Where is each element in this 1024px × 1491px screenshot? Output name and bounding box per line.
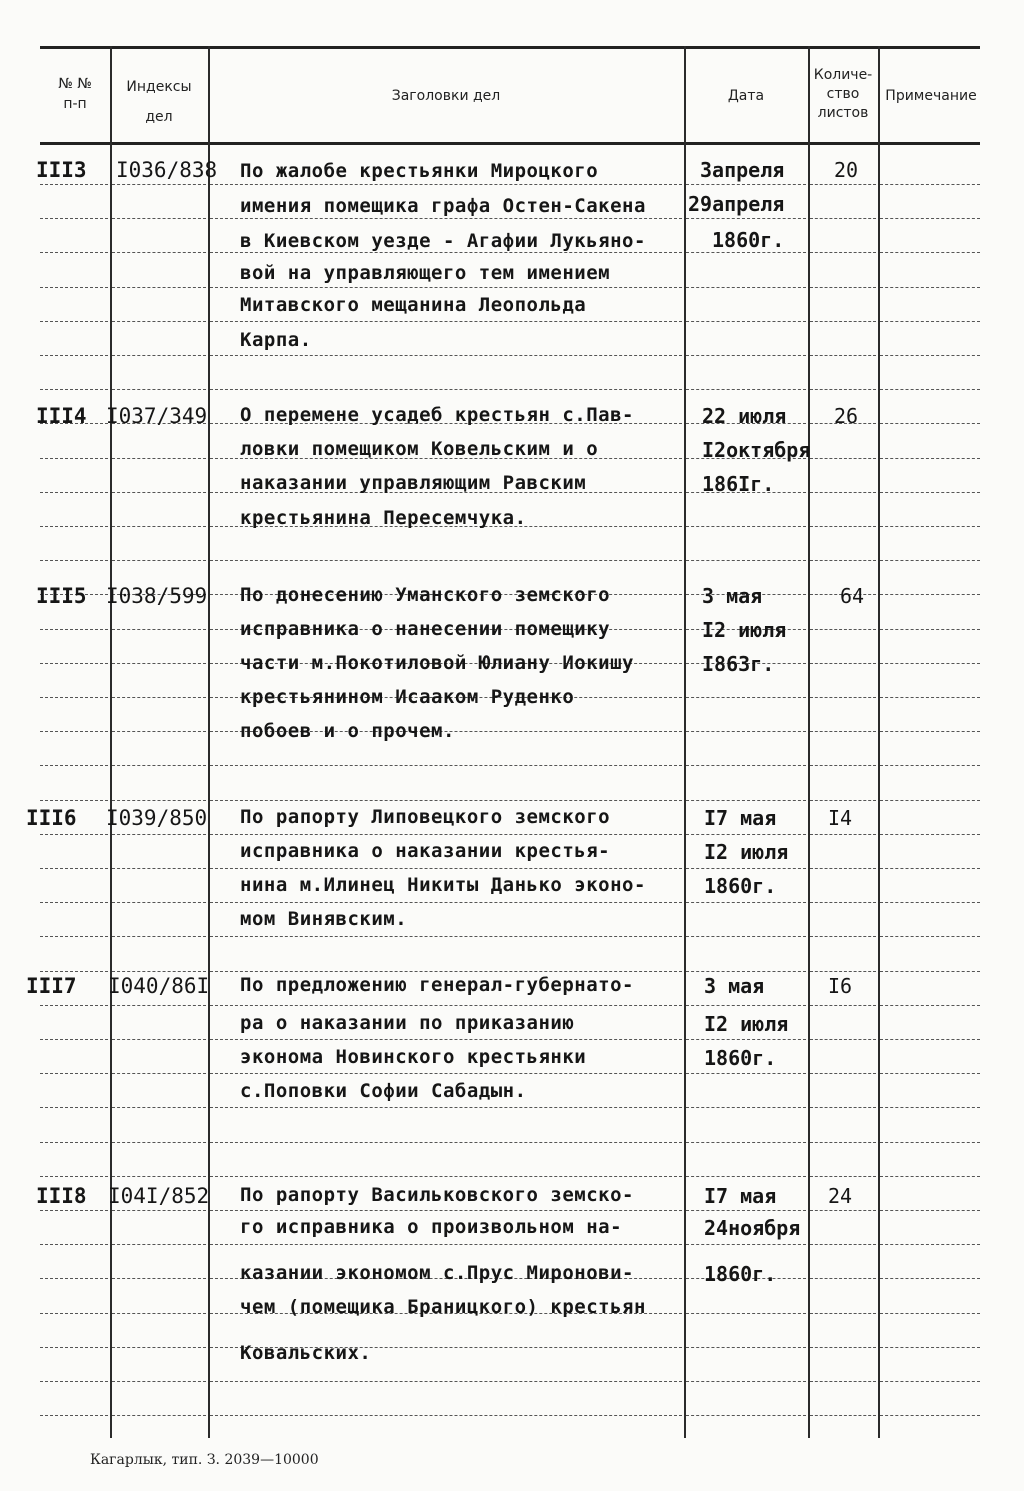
column-divider <box>208 46 210 1438</box>
header-number-label: № № п-п <box>58 76 92 112</box>
ruled-line <box>686 1142 806 1143</box>
ruled-line <box>880 868 980 869</box>
ruled-line <box>686 1210 806 1211</box>
ruled-line <box>810 1176 876 1177</box>
ruled-line <box>880 526 980 527</box>
ruled-line <box>112 697 206 698</box>
record-title-line: крестьянином Исааком Руденко <box>240 686 575 708</box>
record-date-line: 1860г. <box>704 1046 777 1070</box>
record-title-line: го исправника о произвольном на- <box>240 1216 623 1238</box>
ruled-line <box>686 1415 806 1416</box>
record-index: I040/86I <box>108 974 210 998</box>
table-top-border <box>40 46 980 49</box>
ruled-line <box>210 1005 682 1006</box>
ruled-line <box>686 868 806 869</box>
ruled-line <box>112 765 206 766</box>
ruled-line <box>810 663 876 664</box>
record-index: I036/838 <box>116 158 218 182</box>
ruled-line <box>112 252 206 253</box>
ruled-line <box>112 218 206 219</box>
ruled-line <box>112 902 206 903</box>
ruled-line <box>686 834 806 835</box>
ruled-line <box>40 1142 108 1143</box>
record-title-line: По предложению генерал-губернато- <box>240 974 634 996</box>
ruled-line <box>686 526 806 527</box>
ruled-line <box>810 1005 876 1006</box>
ruled-line <box>686 218 806 219</box>
ruled-line <box>112 971 206 972</box>
record-index: I04I/852 <box>108 1184 210 1208</box>
ruled-line <box>112 731 206 732</box>
ruled-line <box>210 1039 682 1040</box>
record-date-line: I863г. <box>702 652 775 676</box>
ruled-line <box>686 1039 806 1040</box>
header-sheets-label: Количе- ство листов <box>813 67 873 121</box>
ruled-line <box>810 1415 876 1416</box>
ruled-line <box>210 902 682 903</box>
header-number <box>40 74 110 114</box>
ruled-line <box>210 868 682 869</box>
ruled-line <box>880 697 980 698</box>
ruled-line <box>880 765 980 766</box>
ruled-line <box>210 1210 682 1211</box>
ruled-line <box>210 834 682 835</box>
ruled-line <box>810 184 876 185</box>
record-date-line: 24ноября <box>704 1216 801 1240</box>
ruled-line <box>686 1005 806 1006</box>
ruled-line <box>40 458 108 459</box>
record-sheet-count: I4 <box>828 806 853 830</box>
ruled-line <box>40 868 108 869</box>
header-title <box>208 86 684 106</box>
ruled-line <box>810 1210 876 1211</box>
ruled-line <box>40 287 108 288</box>
ruled-line <box>40 1039 108 1040</box>
record-title-line: имения помещика графа Остен-Сакена <box>240 195 646 217</box>
ruled-line <box>40 731 108 732</box>
ruled-line <box>112 1005 206 1006</box>
ruled-line <box>112 1176 206 1177</box>
ruled-line <box>112 800 206 801</box>
column-divider <box>808 46 810 1438</box>
ruled-line <box>810 765 876 766</box>
ruled-line <box>40 936 108 937</box>
record-title-line: казании экономом с.Прус Миронови- <box>240 1262 634 1284</box>
ruled-line <box>40 184 108 185</box>
record-date-line: I2 июля <box>704 840 789 864</box>
ruled-line <box>810 218 876 219</box>
record-date-line: 29апреля <box>688 192 785 216</box>
ruled-line <box>810 492 876 493</box>
ruled-line <box>810 936 876 937</box>
record-date-line: I7 мая <box>704 1184 777 1208</box>
ruled-line <box>880 1039 980 1040</box>
ruled-line <box>686 902 806 903</box>
ruled-line <box>880 1176 980 1177</box>
ruled-line <box>686 1073 806 1074</box>
ruled-line <box>40 1278 108 1279</box>
ruled-line <box>112 1313 206 1314</box>
ruled-line <box>40 321 108 322</box>
ruled-line <box>810 458 876 459</box>
ruled-line <box>40 355 108 356</box>
ruled-line <box>880 1347 980 1348</box>
ruled-line <box>880 423 980 424</box>
ruled-line <box>112 458 206 459</box>
ruled-line <box>40 765 108 766</box>
record-title-line: О перемене усадеб крестьян с.Пав- <box>240 404 634 426</box>
ruled-line <box>40 629 108 630</box>
ruled-line <box>880 1073 980 1074</box>
ruled-line <box>880 218 980 219</box>
ruled-line <box>40 697 108 698</box>
ruled-line <box>810 1142 876 1143</box>
ruled-line <box>210 560 682 561</box>
ruled-line <box>210 1176 682 1177</box>
record-title-line: с.Поповки Софии Сабадын. <box>240 1080 527 1102</box>
header-index-label: Индексы дел <box>126 79 192 125</box>
ruled-line <box>112 663 206 664</box>
ruled-line <box>40 1381 108 1382</box>
record-title-line: По рапорту Липовецкого земского <box>240 806 611 828</box>
ruled-line <box>810 1039 876 1040</box>
ruled-line <box>40 1005 108 1006</box>
ruled-line <box>880 1107 980 1108</box>
ruled-line <box>810 629 876 630</box>
ruled-line <box>210 765 682 766</box>
ruled-line <box>686 184 806 185</box>
ruled-line <box>880 1313 980 1314</box>
ruled-line <box>40 1347 108 1348</box>
ruled-line <box>40 1107 108 1108</box>
ruled-line <box>810 1107 876 1108</box>
ruled-line <box>210 1142 682 1143</box>
ruled-line <box>810 287 876 288</box>
ruled-line <box>810 252 876 253</box>
header-note <box>878 86 984 106</box>
ruled-line <box>40 1313 108 1314</box>
ruled-line <box>686 936 806 937</box>
ruled-line <box>686 731 806 732</box>
ruled-line <box>210 287 682 288</box>
record-title-line: По донесению Уманского земского <box>240 584 611 606</box>
column-divider <box>684 46 686 1438</box>
record-sheet-count: 64 <box>840 584 865 608</box>
ruled-line <box>112 1381 206 1382</box>
ruled-line <box>880 731 980 732</box>
ruled-line <box>880 1005 980 1006</box>
ruled-line <box>810 800 876 801</box>
ruled-line <box>210 1107 682 1108</box>
record-title-line: чем (помещика Браницкого) крестьян <box>240 1296 646 1318</box>
ruled-line <box>210 1073 682 1074</box>
ruled-line <box>810 868 876 869</box>
ruled-line <box>880 800 980 801</box>
ruled-line <box>112 389 206 390</box>
ruled-line <box>40 971 108 972</box>
ruled-line <box>40 560 108 561</box>
ruled-line <box>686 560 806 561</box>
record-number: III3 <box>36 158 87 182</box>
record-date-line: I7 мая <box>704 806 777 830</box>
ruled-line <box>40 1073 108 1074</box>
ruled-line <box>810 1244 876 1245</box>
header-date-label: Дата <box>727 88 765 104</box>
ruled-line <box>112 629 206 630</box>
ruled-line <box>880 902 980 903</box>
ruled-line <box>210 321 682 322</box>
ruled-line <box>40 252 108 253</box>
ruled-line <box>810 1381 876 1382</box>
ruled-line <box>880 560 980 561</box>
ruled-line <box>880 184 980 185</box>
record-sheet-count: 20 <box>834 158 859 182</box>
record-title-line: исправника о наказании крестья- <box>240 840 611 862</box>
record-title-line: вой на управляющего тем имением <box>240 262 611 284</box>
record-date-line: 22 июля <box>702 404 787 428</box>
ruled-line <box>880 1381 980 1382</box>
printer-imprint: Кагарлык, тип. З. 2039—10000 <box>90 1452 319 1468</box>
record-title-line: Карпа. <box>240 329 312 351</box>
ruled-line <box>112 1073 206 1074</box>
ruled-line <box>40 1176 108 1177</box>
ruled-line <box>40 218 108 219</box>
ruled-line <box>810 1313 876 1314</box>
ruled-line <box>40 389 108 390</box>
ruled-line <box>810 1073 876 1074</box>
record-title-line: По рапорту Васильковского земско- <box>240 1184 634 1206</box>
ruled-line <box>686 1107 806 1108</box>
ruled-line <box>686 800 806 801</box>
record-date-line: 1860г. <box>704 874 777 898</box>
ruled-line <box>810 902 876 903</box>
ruled-line <box>40 1210 108 1211</box>
ruled-line <box>880 1415 980 1416</box>
ruled-line <box>810 971 876 972</box>
record-title-line: Митавского мещанина Леопольда <box>240 294 587 316</box>
ruled-line <box>686 287 806 288</box>
ruled-line <box>40 834 108 835</box>
header-note-label: Примечание <box>885 88 977 104</box>
record-title-line: эконома Новинского крестьянки <box>240 1046 587 1068</box>
record-number: III8 <box>36 1184 87 1208</box>
record-date-line: 186Iг. <box>702 472 775 496</box>
record-number: III5 <box>36 584 87 608</box>
ruled-line <box>880 663 980 664</box>
ruled-line <box>210 184 682 185</box>
ruled-line <box>112 1142 206 1143</box>
ruled-line <box>810 834 876 835</box>
ruled-line <box>40 1244 108 1245</box>
header-bottom-border <box>40 142 980 145</box>
header-title-label: Заголовки дел <box>391 88 501 104</box>
ruled-line <box>686 1347 806 1348</box>
record-date-line: I2 июля <box>702 618 787 642</box>
ruled-line <box>686 971 806 972</box>
record-title-line: ра о наказании по приказанию <box>240 1012 575 1034</box>
ruled-line <box>112 1107 206 1108</box>
record-title-line: ловки помещиком Ковельским и о <box>240 438 599 460</box>
record-title-line: крестьянина Пересемчука. <box>240 507 527 529</box>
record-title-line: По жалобе крестьянки Мироцкого <box>240 160 599 182</box>
column-divider <box>110 46 112 1438</box>
ruled-line <box>810 731 876 732</box>
ruled-line <box>112 287 206 288</box>
ruled-line <box>40 1415 108 1416</box>
ruled-line <box>880 321 980 322</box>
header-index <box>110 72 208 132</box>
ruled-line <box>112 1415 206 1416</box>
ruled-line <box>880 458 980 459</box>
ruled-line <box>112 834 206 835</box>
ruled-line <box>112 355 206 356</box>
ruled-line <box>112 560 206 561</box>
ruled-line <box>40 663 108 664</box>
ruled-line <box>210 1381 682 1382</box>
ruled-line <box>686 1313 806 1314</box>
ruled-line <box>686 355 806 356</box>
record-number: III6 <box>26 806 77 830</box>
ruled-line <box>210 1244 682 1245</box>
ruled-line <box>112 492 206 493</box>
ruled-line <box>112 1278 206 1279</box>
ruled-line <box>880 629 980 630</box>
ruled-line <box>686 765 806 766</box>
record-sheet-count: 26 <box>834 404 859 428</box>
ruled-line <box>686 389 806 390</box>
record-title-line: побоев и о прочем. <box>240 720 455 742</box>
record-date-line: I2 июля <box>704 1012 789 1036</box>
ruled-line <box>112 184 206 185</box>
ruled-line <box>112 936 206 937</box>
record-date-line: 1860г. <box>712 228 785 252</box>
record-sheet-count: I6 <box>828 974 853 998</box>
ruled-line <box>112 1210 206 1211</box>
ruled-line <box>40 492 108 493</box>
ruled-line <box>880 594 980 595</box>
ruled-line <box>880 1210 980 1211</box>
record-number: III7 <box>26 974 77 998</box>
ruled-line <box>210 252 682 253</box>
record-index: I038/599 <box>106 584 208 608</box>
ruled-line <box>210 218 682 219</box>
ruled-line <box>880 389 980 390</box>
ruled-line <box>40 526 108 527</box>
ruled-line <box>112 526 206 527</box>
ruled-line <box>880 971 980 972</box>
ruled-line <box>880 936 980 937</box>
ruled-line <box>210 936 682 937</box>
ruled-line <box>810 560 876 561</box>
ruled-line <box>112 1039 206 1040</box>
column-divider <box>878 46 880 1438</box>
record-title-line: наказании управляющим Равским <box>240 472 587 494</box>
record-title-line: мом Винявским. <box>240 908 408 930</box>
ruled-line <box>880 287 980 288</box>
ruled-line <box>880 834 980 835</box>
record-date-line: 1860г. <box>704 1262 777 1286</box>
record-title-line: в Киевском уезде - Агафии Лукьяно- <box>240 230 646 252</box>
ruled-line <box>880 252 980 253</box>
ruled-line <box>686 252 806 253</box>
ruled-line <box>40 902 108 903</box>
ruled-line <box>210 971 682 972</box>
ruled-line <box>810 389 876 390</box>
ruled-line <box>112 1347 206 1348</box>
ruled-line <box>112 868 206 869</box>
record-date-line: 3 мая <box>702 584 763 608</box>
ruled-line <box>880 1278 980 1279</box>
ruled-line <box>810 321 876 322</box>
ruled-line <box>810 1347 876 1348</box>
record-title-line: нина м.Илинец Никиты Данько эконо- <box>240 874 646 896</box>
ruled-line <box>686 321 806 322</box>
ruled-line <box>880 1244 980 1245</box>
ruled-line <box>810 1278 876 1279</box>
ruled-line <box>810 355 876 356</box>
record-index: I037/349 <box>106 404 208 428</box>
record-title-line: исправника о нанесении помещику <box>240 618 611 640</box>
ruled-line <box>210 1415 682 1416</box>
record-title-line: части м.Покотиловой Юлиану Иокишу <box>240 652 634 674</box>
ruled-line <box>210 355 682 356</box>
ruled-line <box>686 1176 806 1177</box>
header-date <box>684 86 808 106</box>
ruled-line <box>210 800 682 801</box>
ruled-line <box>686 1381 806 1382</box>
record-number: III4 <box>36 404 87 428</box>
record-date-line: I2октября <box>702 438 811 462</box>
ruled-line <box>686 1244 806 1245</box>
ruled-line <box>112 1244 206 1245</box>
record-sheet-count: 24 <box>828 1184 853 1208</box>
ruled-line <box>112 321 206 322</box>
record-index: I039/850 <box>106 806 208 830</box>
ruled-line <box>810 526 876 527</box>
record-title-line: Ковальских. <box>240 1342 372 1364</box>
ruled-line <box>880 1142 980 1143</box>
ruled-line <box>40 800 108 801</box>
ruled-line <box>880 355 980 356</box>
ruled-line <box>880 492 980 493</box>
ruled-line <box>686 697 806 698</box>
ruled-line <box>810 697 876 698</box>
ruled-line <box>210 389 682 390</box>
record-date-line: 3апреля <box>700 158 785 182</box>
header-sheets <box>808 66 878 123</box>
record-date-line: 3 мая <box>704 974 765 998</box>
